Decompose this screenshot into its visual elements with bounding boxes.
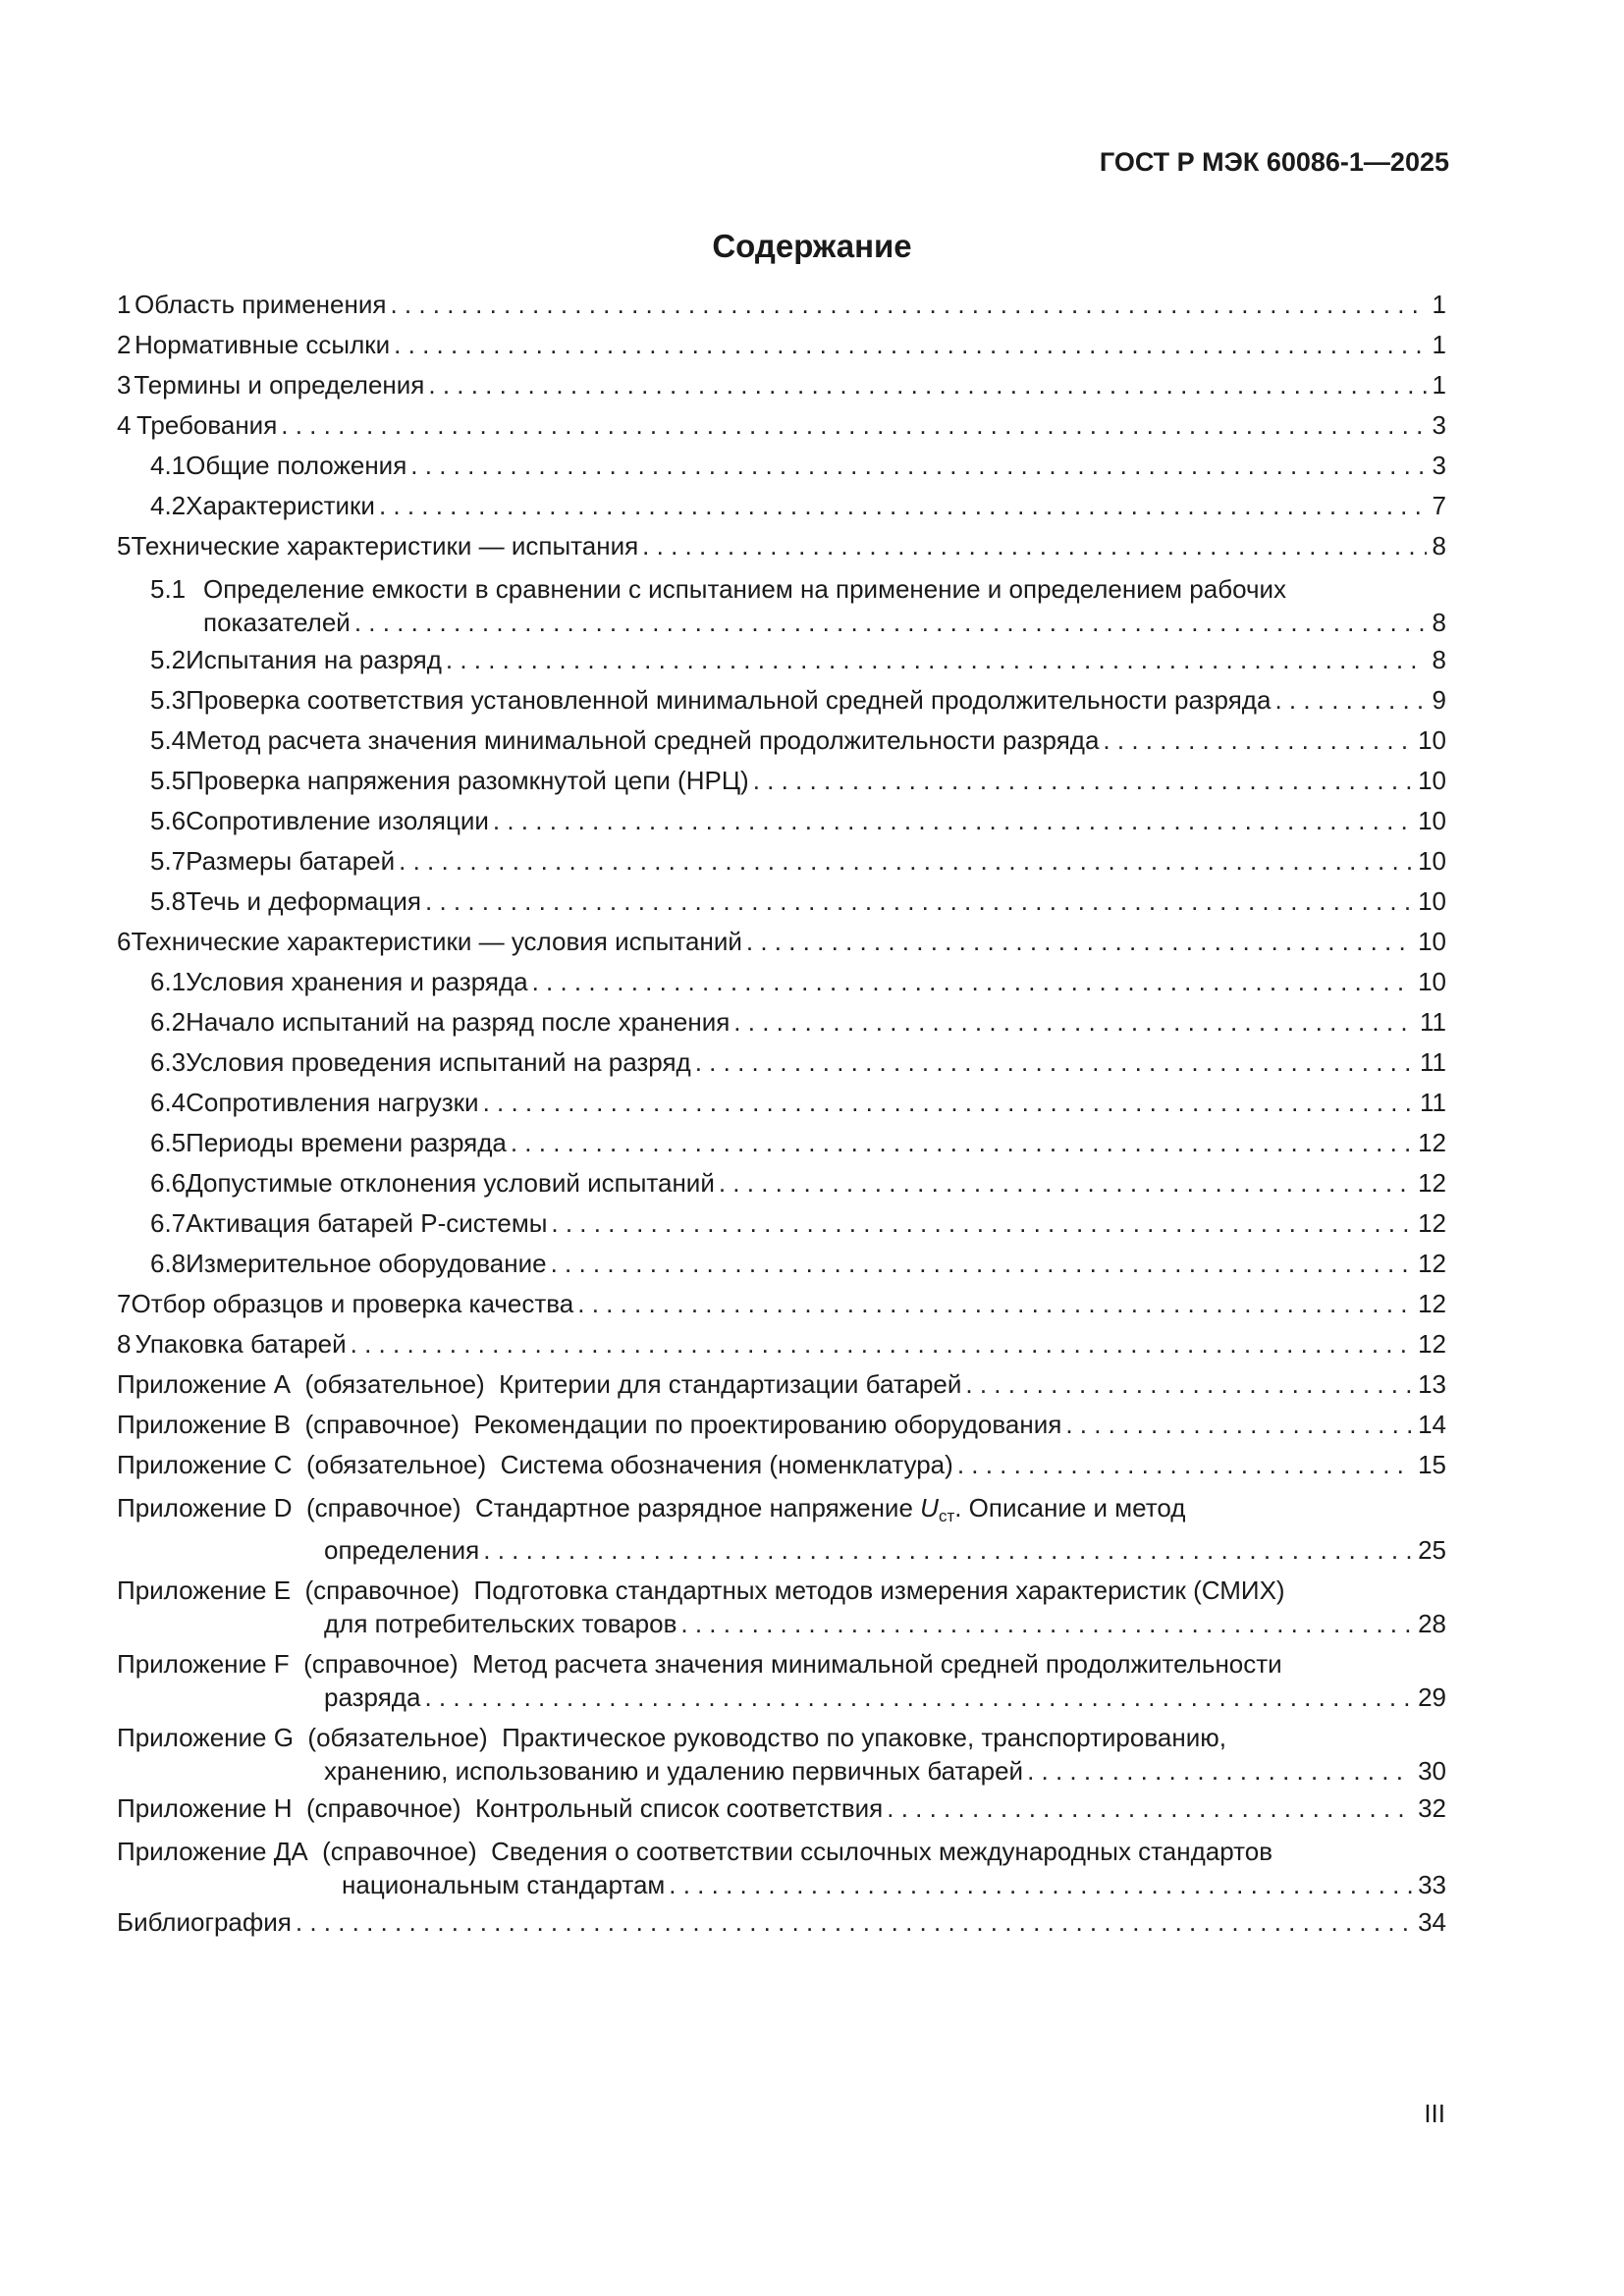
toc-entry-title: Отбор образцов и проверка качества — [131, 1289, 574, 1318]
toc-entry-5-3[interactable] — [117, 680, 1446, 721]
dot-leader — [394, 325, 1426, 365]
toc-entry-number: 6 — [117, 927, 132, 956]
toc-entry-page: 12 — [1418, 1208, 1446, 1238]
toc-entry-page: 10 — [1418, 766, 1446, 795]
page-folio: III — [1424, 2099, 1445, 2128]
appendix-label: Приложение С — [117, 1450, 293, 1479]
toc-entry-number: 5.7 — [150, 846, 187, 876]
toc-entry-6-1[interactable] — [117, 962, 1446, 1002]
toc-entry-title: Требования — [135, 410, 278, 440]
toc-entry-title: Периоды времени разряда — [186, 1128, 507, 1157]
toc-entry-number: 7 — [117, 1289, 132, 1318]
toc-entry-title: Начало испытаний на разряд после хранения — [186, 1007, 731, 1037]
toc-entry-6-2[interactable] — [117, 1002, 1446, 1042]
table-of-contents — [117, 285, 1446, 1943]
dot-leader — [493, 801, 1412, 841]
appendix-label: Приложение ДА — [117, 1837, 308, 1866]
toc-entry-title: Условия хранения и разряда — [186, 967, 528, 996]
dot-leader — [446, 640, 1427, 680]
toc-entry-number: 6.8 — [150, 1249, 187, 1278]
toc-entry-title: Условия проведения испытаний на разряд — [186, 1047, 691, 1077]
toc-entry-title: Активация батарей Р-системы — [186, 1208, 548, 1238]
toc-entry-page: 12 — [1418, 1128, 1446, 1157]
toc-entry-number: 6.3 — [150, 1047, 187, 1077]
toc-entry-5-1[interactable] — [117, 566, 1446, 640]
toc-entry-page: 8 — [1432, 645, 1446, 674]
dot-leader — [642, 526, 1426, 566]
toc-entry-4[interactable] — [117, 405, 1446, 446]
toc-entry-title: Упаковка батарей — [135, 1329, 347, 1359]
toc-entry-title: Сопротивление изоляции — [186, 806, 489, 835]
toc-entry-title: Библиография — [117, 1907, 292, 1937]
toc-entry-number: 2 — [117, 330, 132, 359]
dot-leader — [680, 1607, 1412, 1640]
toc-entry-title-continued: хранению, использованию и удалению первичных батарей — [324, 1756, 1024, 1786]
appendix-kind: (справочное) — [304, 1410, 460, 1439]
dot-leader — [483, 1083, 1414, 1123]
toc-entry-number: 3 — [117, 370, 132, 400]
toc-entry-page: 13 — [1418, 1369, 1446, 1399]
toc-entry-page: 34 — [1418, 1907, 1446, 1937]
dot-leader — [511, 1123, 1412, 1163]
toc-entry-title: Испытания на разряд — [186, 645, 442, 674]
toc-entry-5-4[interactable] — [117, 721, 1446, 761]
toc-entry-title: Система обозначения (номенклатура) — [500, 1450, 953, 1479]
dot-leader — [425, 881, 1412, 922]
appendix-kind: (справочное) — [305, 1793, 461, 1823]
toc-entry-page: 12 — [1418, 1249, 1446, 1278]
appendix-label: Приложение F — [117, 1649, 290, 1679]
toc-entry-8[interactable] — [117, 1324, 1446, 1364]
toc-entry-1[interactable] — [117, 285, 1446, 325]
toc-entry-page: 10 — [1418, 806, 1446, 835]
toc-entry-4-1[interactable] — [117, 446, 1446, 486]
toc-entry-title: Проверка соответствия установленной минимальной средней продолжительности разряда — [186, 685, 1272, 715]
toc-appendix-da[interactable] — [117, 1829, 1446, 1902]
toc-entry-page: 30 — [1418, 1756, 1446, 1786]
toc-entry-number: 6.2 — [150, 1007, 187, 1037]
dot-leader — [351, 1324, 1412, 1364]
toc-entry-6[interactable] — [117, 922, 1446, 962]
appendix-label: Приложение В — [117, 1410, 292, 1439]
toc-entry-title: Рекомендации по проектированию оборудования — [473, 1410, 1062, 1439]
toc-entry-page: 25 — [1418, 1535, 1446, 1565]
toc-entry-2[interactable] — [117, 325, 1446, 365]
toc-entry-title: Проверка напряжения разомкнутой цепи (НРЦ) — [186, 766, 749, 795]
toc-entry-6-6[interactable] — [117, 1163, 1446, 1203]
toc-entry-page: 14 — [1418, 1410, 1446, 1439]
toc-entry-page: 1 — [1432, 290, 1446, 319]
toc-entry-number: 5.8 — [150, 886, 187, 916]
toc-entry-number: 5.5 — [150, 766, 187, 795]
toc-entry-page: 12 — [1418, 1168, 1446, 1198]
toc-entry-number: 5.1 — [150, 574, 187, 604]
dot-leader — [483, 1533, 1412, 1567]
toc-title: Содержание — [712, 228, 912, 264]
dot-leader — [399, 841, 1412, 881]
toc-appendix-g[interactable] — [117, 1715, 1446, 1789]
toc-entry-number: 6.6 — [150, 1168, 187, 1198]
toc-entry-number: 5 — [117, 531, 132, 561]
toc-entry-5-2[interactable] — [117, 640, 1446, 680]
dot-leader — [410, 446, 1426, 486]
toc-entry-title-continued: определения — [324, 1535, 480, 1565]
dot-leader — [669, 1868, 1412, 1901]
toc-entry-number: 6.1 — [150, 967, 187, 996]
dot-leader — [1027, 1754, 1412, 1788]
toc-entry-page: 28 — [1418, 1609, 1446, 1638]
toc-appendix-f[interactable] — [117, 1641, 1446, 1715]
dot-leader — [551, 1244, 1412, 1284]
toc-entry-page: 9 — [1432, 685, 1446, 715]
toc-appendix-b[interactable] — [117, 1405, 1446, 1445]
toc-entry-page: 32 — [1418, 1793, 1446, 1823]
toc-entry-number: 4 — [117, 410, 132, 440]
toc-entry-title: Общие положения — [186, 451, 407, 480]
toc-entry-page: 29 — [1418, 1682, 1446, 1712]
title-text: . Описание и метод — [954, 1493, 1186, 1522]
dot-leader — [428, 365, 1426, 405]
dot-leader — [1274, 680, 1426, 721]
toc-entry-6-8[interactable] — [117, 1244, 1446, 1284]
toc-entry-page: 8 — [1432, 531, 1446, 561]
appendix-kind: (обязательное) — [305, 1450, 487, 1479]
toc-entry-title-continued: для потребительских товаров — [324, 1609, 677, 1638]
dot-leader — [1065, 1405, 1412, 1445]
toc-entry-number: 8 — [117, 1329, 132, 1359]
dot-leader — [957, 1445, 1412, 1485]
voltage-symbol: U — [920, 1493, 939, 1522]
toc-entry-title: Технические характеристики — испытания — [131, 531, 639, 561]
toc-entry-page: 10 — [1418, 967, 1446, 996]
dot-leader — [551, 1203, 1412, 1244]
toc-entry-title: Метод расчета значения минимальной средней продолжительности разряда — [186, 725, 1100, 755]
toc-bibliography[interactable] — [117, 1902, 1446, 1943]
toc-entry-title: Размеры батарей — [186, 846, 396, 876]
toc-entry-title: Критерии для стандартизации батарей — [499, 1369, 962, 1399]
toc-entry-number: 5.6 — [150, 806, 187, 835]
dot-leader — [1103, 721, 1412, 761]
toc-entry-6-3[interactable] — [117, 1042, 1446, 1083]
toc-entry-page: 10 — [1418, 886, 1446, 916]
toc-entry-page: 7 — [1432, 491, 1446, 520]
toc-appendix-c[interactable] — [117, 1445, 1446, 1485]
toc-entry-title: Термины и определения — [134, 370, 425, 400]
dot-leader — [281, 405, 1426, 446]
toc-appendix-a[interactable] — [117, 1364, 1446, 1405]
toc-entry-page: 11 — [1420, 1047, 1446, 1077]
toc-entry-number: 1 — [117, 290, 132, 319]
toc-entry-page: 33 — [1418, 1870, 1446, 1899]
toc-entry-title: Контрольный список соответствия — [474, 1793, 884, 1823]
toc-entry-page: 11 — [1420, 1088, 1446, 1117]
toc-entry-title: Допустимые отклонения условий испытаний — [186, 1168, 715, 1198]
toc-entry-3[interactable] — [117, 365, 1446, 405]
dot-leader — [746, 922, 1412, 962]
toc-entry-title-continued: показателей — [203, 608, 351, 637]
toc-entry-5[interactable] — [117, 526, 1446, 566]
toc-entry-number: 4.1 — [150, 451, 187, 480]
toc-entry-title: Сопротивления нагрузки — [186, 1088, 479, 1117]
toc-entry-number: 6.4 — [150, 1088, 187, 1117]
document-header: ГОСТ Р МЭК 60086-1—2025 — [1099, 147, 1449, 177]
toc-entry-page: 10 — [1418, 927, 1446, 956]
appendix-label: Приложение А — [117, 1369, 292, 1399]
toc-entry-5-8[interactable] — [117, 881, 1446, 922]
toc-entry-page: 15 — [1418, 1450, 1446, 1479]
toc-entry-page: 10 — [1418, 846, 1446, 876]
toc-appendix-h[interactable] — [117, 1789, 1446, 1829]
dot-leader — [390, 285, 1426, 325]
toc-entry-title: Технические характеристики — условия испытаний — [131, 927, 742, 956]
toc-entry-number: 5.4 — [150, 725, 187, 755]
dot-leader — [532, 962, 1412, 1002]
toc-entry-7[interactable] — [117, 1284, 1446, 1324]
appendix-label: Приложение Н — [117, 1793, 293, 1823]
appendix-label: Приложение Е — [117, 1575, 292, 1605]
toc-entry-title: Область применения — [135, 290, 387, 319]
dot-leader — [354, 606, 1427, 639]
appendix-kind: (справочное) — [305, 1493, 461, 1522]
dot-leader — [424, 1681, 1412, 1714]
toc-entry-6-5[interactable] — [117, 1123, 1446, 1163]
dot-leader — [695, 1042, 1414, 1083]
toc-entry-number: 5.3 — [150, 685, 187, 715]
toc-entry-page: 8 — [1432, 608, 1446, 637]
toc-entry-number: 4.2 — [150, 491, 187, 520]
appendix-label: Приложение D — [117, 1493, 293, 1522]
toc-entry-page: 3 — [1432, 451, 1446, 480]
appendix-kind: (справочное) — [322, 1837, 477, 1866]
toc-appendix-d[interactable] — [117, 1485, 1446, 1568]
toc-entry-title: Подготовка стандартных методов измерения характеристик (СМИХ) — [473, 1575, 1285, 1605]
appendix-kind: (справочное) — [303, 1649, 459, 1679]
toc-entry-4-2[interactable] — [117, 486, 1446, 526]
toc-entry-title: Практическое руководство по упаковке, транспортированию, — [502, 1723, 1226, 1752]
dot-leader — [753, 761, 1412, 801]
toc-entry-6-4[interactable] — [117, 1083, 1446, 1123]
dot-leader — [965, 1364, 1412, 1405]
toc-entry-title — [475, 1491, 1185, 1533]
toc-entry-title: Характеристики — [186, 491, 375, 520]
dot-leader — [577, 1284, 1412, 1324]
toc-entry-title: Нормативные ссылки — [134, 330, 391, 359]
appendix-label: Приложение G — [117, 1723, 294, 1752]
appendix-kind: (обязательное) — [304, 1369, 485, 1399]
toc-appendix-e[interactable] — [117, 1568, 1446, 1641]
dot-leader — [379, 486, 1427, 526]
title-text: Стандартное разрядное напряжение — [474, 1493, 913, 1522]
toc-entry-title: Измерительное оборудование — [186, 1249, 547, 1278]
dot-leader — [887, 1789, 1412, 1829]
toc-entry-title-continued: национальным стандартам — [342, 1870, 666, 1899]
toc-entry-page: 3 — [1432, 410, 1446, 440]
toc-entry-title: Определение емкости в сравнении с испытанием на применение и определением рабочих — [203, 574, 1287, 604]
appendix-kind: (обязательное) — [307, 1723, 488, 1752]
voltage-subscript: ст — [938, 1507, 955, 1525]
dot-leader — [719, 1163, 1412, 1203]
toc-entry-number: 6.7 — [150, 1208, 187, 1238]
dot-leader — [733, 1002, 1414, 1042]
toc-entry-page: 12 — [1418, 1289, 1446, 1318]
toc-entry-title: Сведения о соответствии ссылочных международных стандартов — [491, 1837, 1273, 1866]
toc-entry-title-continued: разряда — [324, 1682, 421, 1712]
toc-entry-5-6[interactable] — [117, 801, 1446, 841]
toc-entry-number: 5.2 — [150, 645, 187, 674]
toc-entry-number: 6.5 — [150, 1128, 187, 1157]
toc-entry-6-7[interactable] — [117, 1203, 1446, 1244]
toc-entry-page: 1 — [1432, 330, 1446, 359]
toc-entry-page: 12 — [1418, 1329, 1446, 1359]
toc-entry-title: Течь и деформация — [186, 886, 422, 916]
toc-entry-page: 10 — [1418, 725, 1446, 755]
toc-entry-5-7[interactable] — [117, 841, 1446, 881]
dot-leader — [296, 1902, 1412, 1943]
toc-entry-5-5[interactable] — [117, 761, 1446, 801]
toc-entry-page: 1 — [1432, 370, 1446, 400]
toc-entry-page: 11 — [1420, 1007, 1446, 1037]
appendix-kind: (справочное) — [304, 1575, 460, 1605]
toc-entry-title: Метод расчета значения минимальной средней продолжительности — [472, 1649, 1282, 1679]
